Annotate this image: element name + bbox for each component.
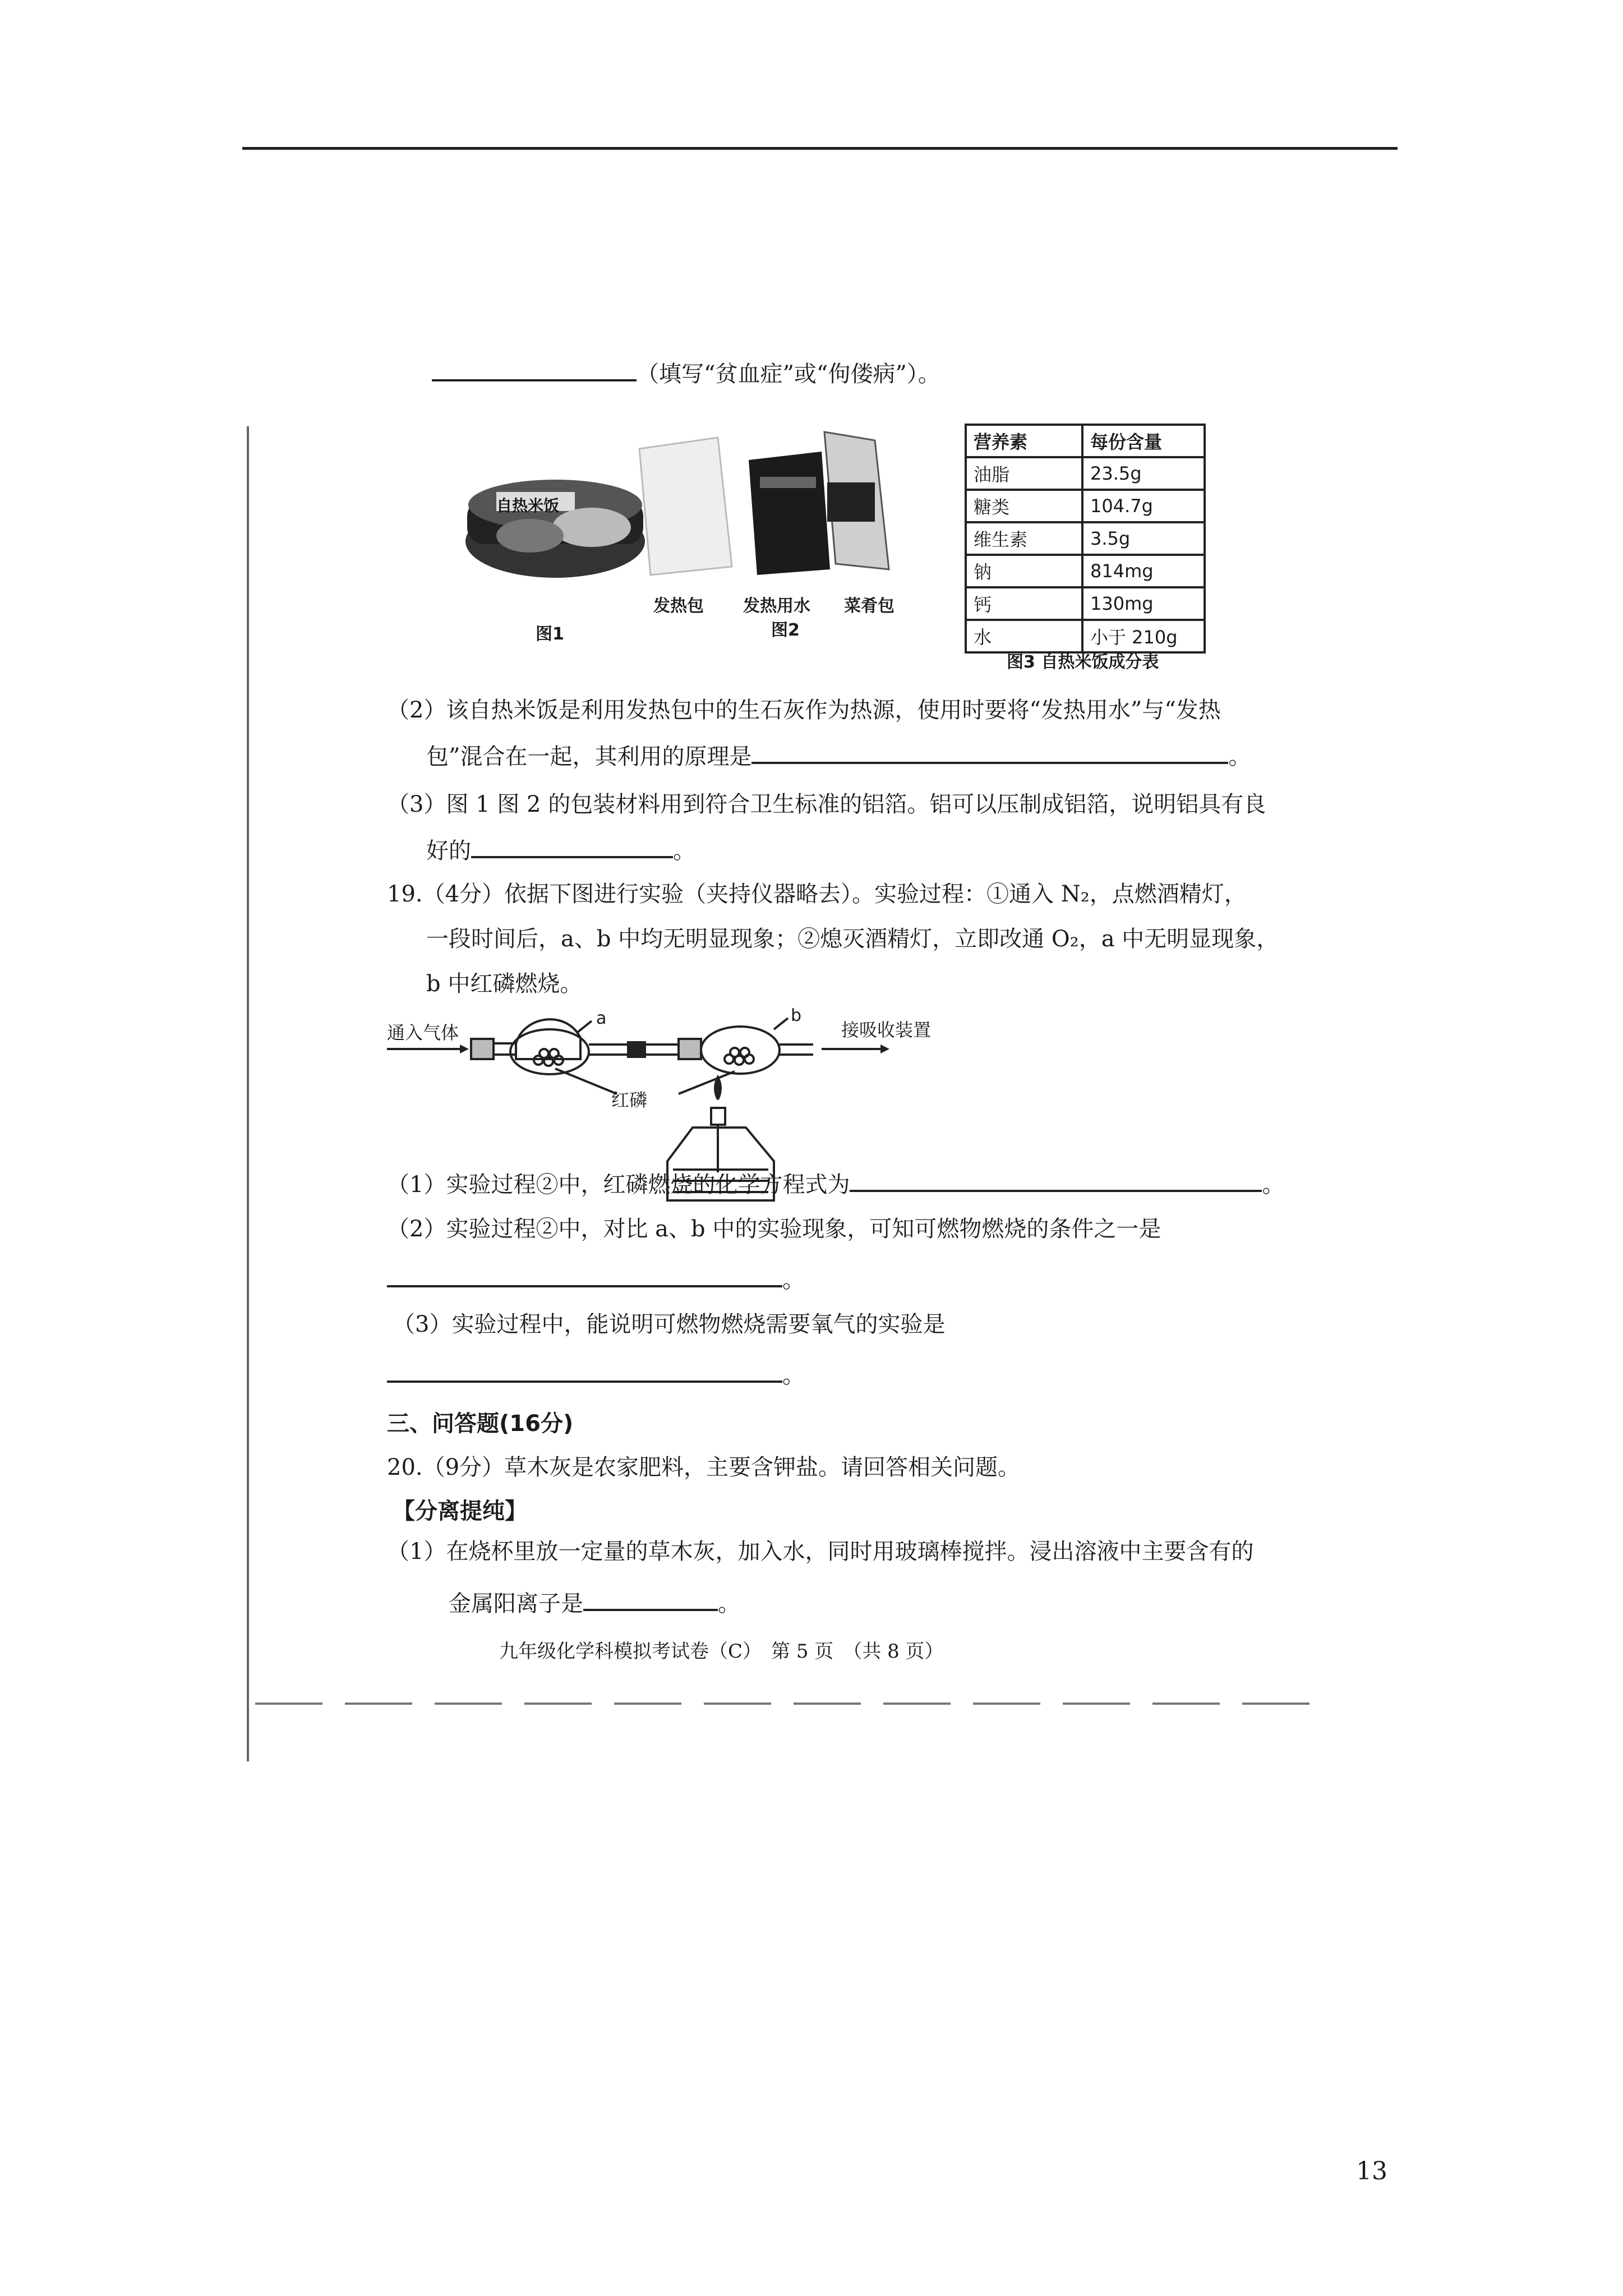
figure-2-item-heat-water: 发热用水 <box>743 596 810 616</box>
table-cell: 814mg <box>1082 555 1205 587</box>
answer-blank <box>850 1170 1262 1192</box>
q19-line1: 19.（4分）依据下图进行实验（夹持仪器略去）。实验过程：①通入 N₂，点燃酒精灯， <box>387 881 1247 907</box>
table-cell: 糖类 <box>966 490 1082 522</box>
fill-hint: （填写“贫血症”或“佝偻病”）。 <box>637 361 940 387</box>
answer-blank <box>387 1265 782 1287</box>
figure-2-packages <box>634 426 897 589</box>
q18-part2-prefix: 包”混合在一起，其利用的原理是 <box>426 744 752 770</box>
q19-part3-suffix: 。 <box>782 1363 805 1388</box>
q19-line3: b 中红磷燃烧。 <box>426 971 583 997</box>
table-cell: 130mg <box>1082 587 1205 620</box>
separation-subheading: 【分离提纯】 <box>393 1498 527 1524</box>
table-header-cell: 每份含量 <box>1082 425 1205 457</box>
bulb-b-label: b <box>791 1006 802 1025</box>
table-cell: 油脂 <box>966 457 1082 490</box>
q19-part1 <box>387 1170 1284 1199</box>
figure-2-item-dish-pack: 菜肴包 <box>844 596 895 616</box>
figure-1-meal-box <box>463 474 648 581</box>
scan-margin-line <box>247 426 249 1761</box>
absorber-outlet-label: 接吸收装置 <box>841 1019 932 1041</box>
table-cell: 钙 <box>966 587 1082 620</box>
q18-part3-line1: （3）图 1 图 2 的包装材料用到符合卫生标准的铝箔。铝可以压制成铝箔，说明铝具有良 <box>387 792 1266 817</box>
q19-part2: （2）实验过程②中，对比 a、b 中的实验现象，可知可燃物燃烧的条件之一是 <box>387 1216 1161 1242</box>
table-cell: 钠 <box>966 555 1082 587</box>
scan-bottom-edge <box>255 1703 1310 1705</box>
table-row <box>966 587 1205 620</box>
answer-blank <box>471 836 673 858</box>
table-cell: 3.5g <box>1082 522 1205 555</box>
q19-line2: 一段时间后，a、b 中均无明显现象；②熄灭酒精灯，立即改通 O₂，a 中无明显现象， <box>426 926 1279 952</box>
figure-1-box-text: 自热米饭 <box>496 496 560 515</box>
q18-part2-line1: （2）该自热米饭是利用发热包中的生石灰作为热源，使用时要将“发热用水”与“发热 <box>387 697 1221 723</box>
q19-part3: （3）实验过程中，能说明可燃物燃烧需要氧气的实验是 <box>393 1312 946 1337</box>
q18-part2-line2 <box>426 742 1251 771</box>
q20-stem: 20.（9分）草木灰是农家肥料，主要含钾盐。请回答相关问题。 <box>387 1455 1021 1480</box>
table-header-row <box>966 425 1205 457</box>
table-cell: 23.5g <box>1082 457 1205 490</box>
answer-blank <box>751 742 1228 764</box>
q18-part3-prefix: 好的 <box>426 838 471 864</box>
q18-part3-line2 <box>426 836 695 866</box>
table-row <box>966 555 1205 587</box>
figure-2-item-heat-pack: 发热包 <box>653 596 704 616</box>
q20-part1-suffix: 。 <box>718 1591 740 1617</box>
q19-part1-suffix: 。 <box>1262 1172 1285 1198</box>
q19-part1-prefix: （1）实验过程②中，红磷燃烧的化学方程式为 <box>387 1172 850 1198</box>
answer-blank <box>387 1360 782 1383</box>
table-cell: 水 <box>966 620 1082 652</box>
q20-part1-prefix: 金属阳离子是 <box>449 1591 583 1617</box>
bulb-a-label: a <box>596 1009 607 1028</box>
q19-part3-answer <box>387 1360 805 1390</box>
q20-part1-line1: （1）在烧杯里放一定量的草木灰，加入水，同时用玻璃棒搅拌。浸出溶液中主要含有的 <box>387 1539 1254 1565</box>
table-row <box>966 522 1205 555</box>
q19-part2-answer <box>387 1265 805 1295</box>
table-cell: 维生素 <box>966 522 1082 555</box>
table-row <box>966 457 1205 490</box>
fill-line-anemia <box>432 359 940 389</box>
exam-footer: 九年级化学科模拟考试卷（C） 第 5 页 （共 8 页） <box>499 1640 944 1663</box>
q18-part2-suffix: 。 <box>1228 744 1251 770</box>
top-rule <box>242 147 1398 150</box>
q19-part2-suffix: 。 <box>782 1267 805 1293</box>
gas-inlet-label: 通入气体 <box>387 1022 459 1043</box>
nutrition-table <box>965 424 1206 654</box>
q20-part1-line2 <box>449 1589 740 1618</box>
red-phosphorus-label: 红磷 <box>611 1089 648 1111</box>
figure-1-label: 图1 <box>536 624 564 644</box>
table-row <box>966 490 1205 522</box>
table-cell: 104.7g <box>1082 490 1205 522</box>
q18-part3-suffix: 。 <box>673 838 695 864</box>
table-header-cell: 营养素 <box>966 425 1082 457</box>
answer-blank <box>583 1589 718 1611</box>
table-cell: 小于 210g <box>1082 620 1205 652</box>
section-3-heading: 三、问答题(16分) <box>387 1411 574 1437</box>
page-number: 13 <box>1356 2157 1387 2185</box>
figure-3-caption: 图3 自热米饭成分表 <box>1007 652 1159 672</box>
answer-blank <box>432 359 637 381</box>
figure-2-label: 图2 <box>771 620 800 640</box>
